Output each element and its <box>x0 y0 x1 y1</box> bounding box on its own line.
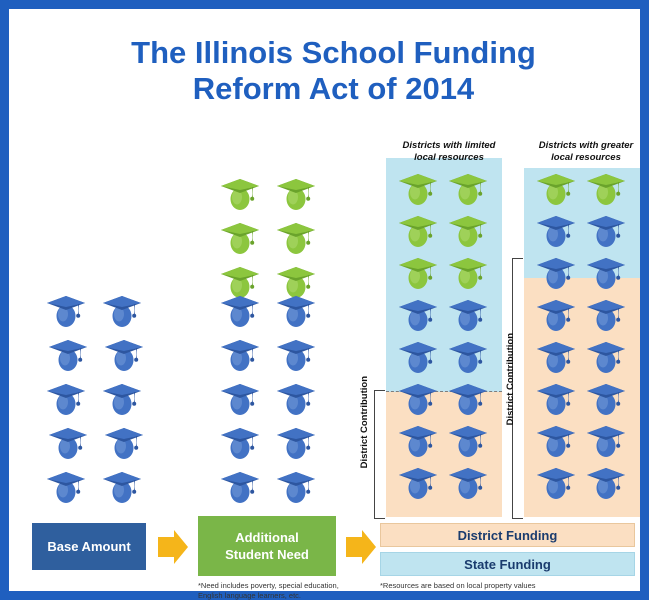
graduation-cap-icon <box>448 252 488 290</box>
column-header-greater-line-1: Districts with greater <box>538 140 634 151</box>
graduation-cap-icon <box>536 420 576 458</box>
graduation-cap-icon <box>448 420 488 458</box>
graduation-cap-icon <box>104 422 144 460</box>
graduation-cap-icon <box>46 378 86 416</box>
graduation-cap-icon <box>220 217 260 255</box>
graduation-cap-icon <box>276 173 316 211</box>
page-title <box>18 35 649 107</box>
graduation-cap-icon <box>448 462 488 500</box>
graduation-cap-icon <box>220 173 260 211</box>
graduation-cap-icon <box>448 378 488 416</box>
graduation-cap-icon <box>48 422 88 460</box>
graduation-cap-icon <box>398 252 438 290</box>
base-amount-cap-group <box>40 290 150 505</box>
greater-cap-group <box>524 168 640 513</box>
graduation-cap-icon <box>398 378 438 416</box>
graduation-cap-icon <box>276 290 316 328</box>
graduation-cap-icon <box>48 334 88 372</box>
graduation-cap-icon <box>536 294 576 332</box>
graduation-cap-icon <box>398 336 438 374</box>
additional-need-line-2: Student Need <box>225 547 309 562</box>
district-contribution-label-right: District Contribution <box>505 333 516 426</box>
graduation-cap-icon <box>220 466 260 504</box>
poster-canvas <box>18 18 649 600</box>
column-header-limited-line-1: Districts with limited <box>402 140 496 151</box>
graduation-cap-icon <box>536 336 576 374</box>
base-amount-box: Base Amount <box>32 523 146 570</box>
graduation-cap-icon <box>398 210 438 248</box>
graduation-cap-icon <box>586 336 626 374</box>
graduation-cap-icon <box>398 294 438 332</box>
graduation-cap-icon <box>398 168 438 206</box>
footnote-resources: *Resources are based on local property values <box>380 581 536 590</box>
graduation-cap-icon <box>102 290 142 328</box>
additional-need-line-1: Additional <box>235 530 299 545</box>
graduation-cap-icon <box>220 378 260 416</box>
arrow-right-icon-1 <box>158 530 188 564</box>
graduation-cap-icon <box>276 378 316 416</box>
footnote-need: *Need includes poverty, special education, English language learners, etc. <box>198 581 339 600</box>
column-header-limited <box>386 140 512 164</box>
graduation-cap-icon <box>276 217 316 255</box>
graduation-cap-icon <box>536 462 576 500</box>
graduation-cap-icon <box>448 168 488 206</box>
graduation-cap-icon <box>102 378 142 416</box>
graduation-cap-icon <box>448 294 488 332</box>
district-contribution-label-left: District Contribution <box>359 376 370 469</box>
graduation-cap-icon <box>586 294 626 332</box>
graduation-cap-icon <box>220 290 260 328</box>
bracket-limited <box>374 390 385 519</box>
graduation-cap-icon <box>536 252 576 290</box>
graduation-cap-icon <box>220 334 260 372</box>
column-header-limited-line-2: local resources <box>414 152 484 163</box>
graduation-cap-icon <box>448 210 488 248</box>
graduation-cap-icon <box>586 378 626 416</box>
graduation-cap-icon <box>220 422 260 460</box>
graduation-cap-icon <box>276 466 316 504</box>
additional-need-cap-group <box>214 173 324 505</box>
graduation-cap-icon <box>398 420 438 458</box>
graduation-cap-icon <box>102 466 142 504</box>
limited-cap-group <box>386 168 502 513</box>
graduation-cap-icon <box>586 420 626 458</box>
graduation-cap-icon <box>586 168 626 206</box>
graduation-cap-icon <box>536 378 576 416</box>
column-header-greater <box>523 140 649 164</box>
graduation-cap-icon <box>46 290 86 328</box>
graduation-cap-icon <box>536 210 576 248</box>
graduation-cap-icon <box>586 462 626 500</box>
district-funding-bar: District Funding <box>380 523 635 547</box>
arrow-right-icon-2 <box>346 530 376 564</box>
graduation-cap-icon <box>398 462 438 500</box>
additional-student-need-box <box>198 516 336 576</box>
graduation-cap-icon <box>448 336 488 374</box>
graduation-cap-icon <box>586 210 626 248</box>
title-line-2: Reform Act of 2014 <box>192 71 475 106</box>
graduation-cap-icon <box>586 252 626 290</box>
graduation-cap-icon <box>276 422 316 460</box>
graduation-cap-icon <box>104 334 144 372</box>
column-header-greater-line-2: local resources <box>551 152 621 163</box>
graduation-cap-icon <box>276 334 316 372</box>
title-line-1: The Illinois School Funding <box>131 35 536 70</box>
graduation-cap-icon <box>46 466 86 504</box>
graduation-cap-icon <box>536 168 576 206</box>
state-funding-bar: State Funding <box>380 552 635 576</box>
